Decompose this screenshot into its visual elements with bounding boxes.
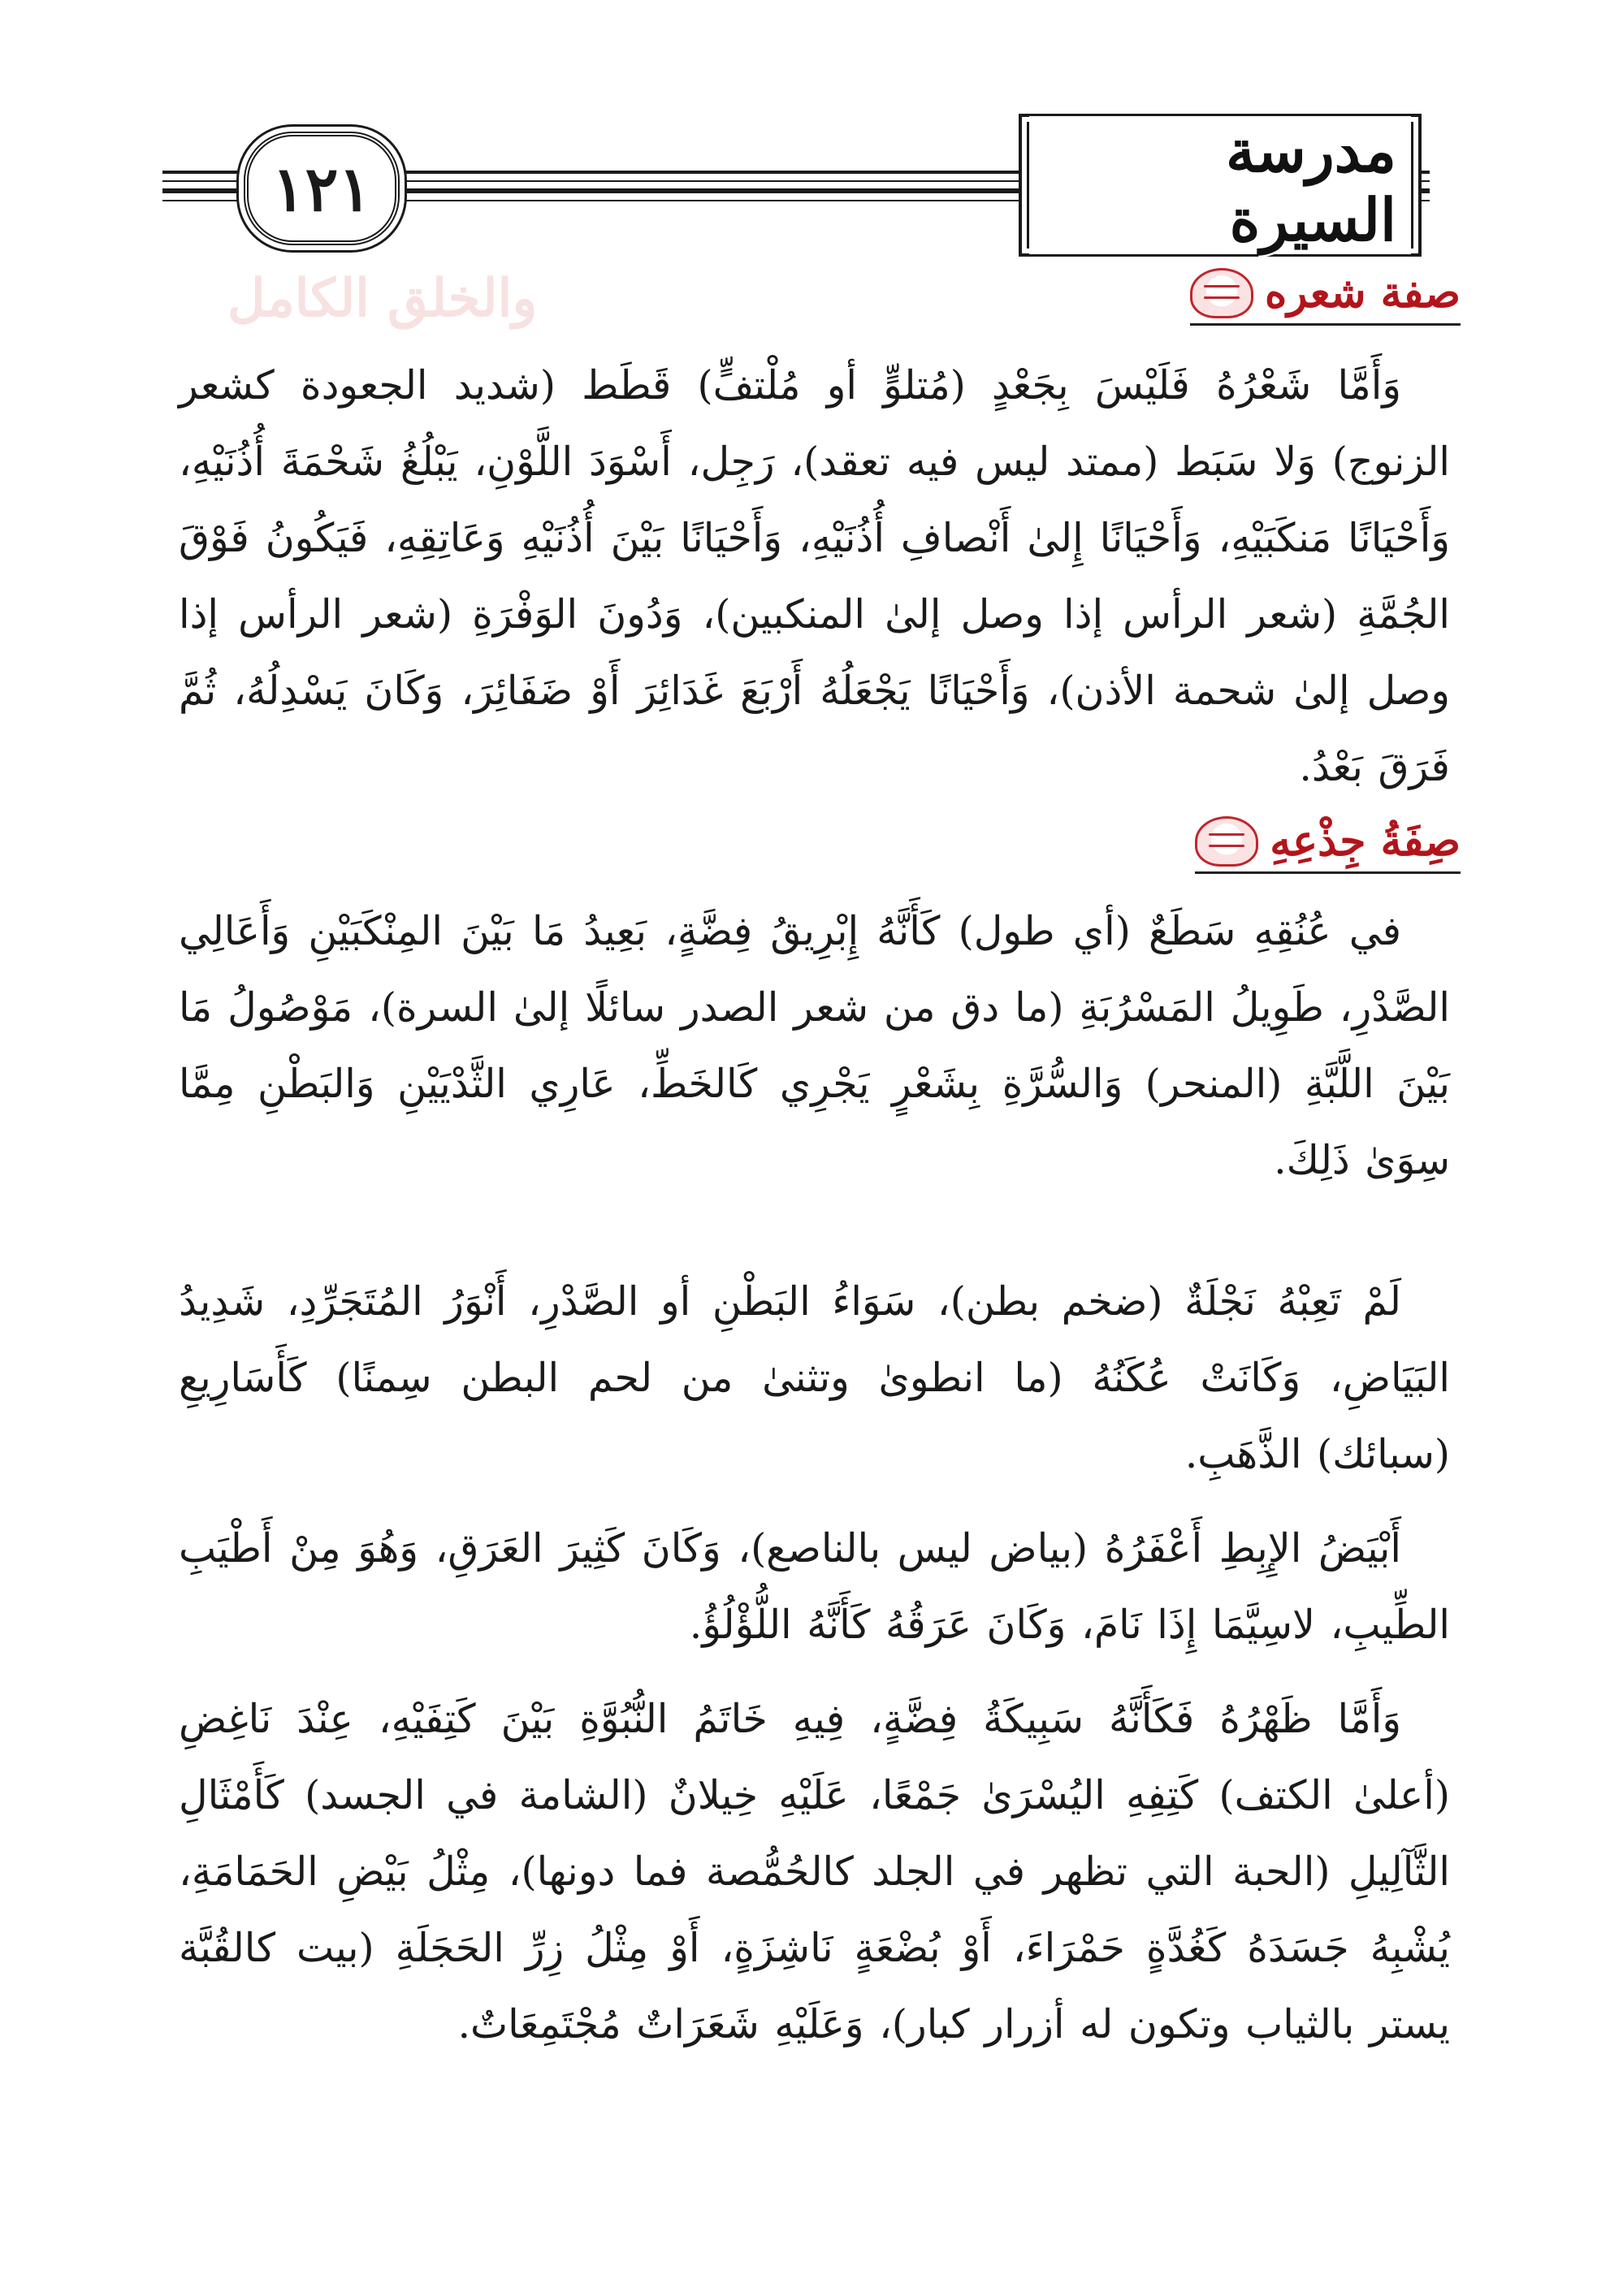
paragraph: أَبْيَضُ الإِبِطِ أَعْفَرُهُ (بياض ليس بالناصع)، وَكَانَ كَثِيرَ العَرَقِ، وَهُوَ مِنْ أَطْيَبِ الطِّيبِ، لاسِيَّمَا إِذَا نَامَ، وَكَانَ عَرَقُهُ كَأَنَّهُ اللُّؤْلُؤُ. xyxy=(179,1525,1450,1648)
page-number: ١٢١ xyxy=(244,132,400,245)
section-heading-hair xyxy=(1190,268,1461,326)
honorific-seal-icon xyxy=(1195,816,1258,867)
bleed-through-text: والخلق الكامل xyxy=(227,268,538,329)
page-header xyxy=(162,114,1430,260)
paragraph: وَأَمَّا شَعْرُهُ فَلَيْسَ بِجَعْدٍ (مُتلوٍّ أو مُلْتفٍّ) قَطَط (شديد الجعودة كشعر الزنوج) وَلا سَبَط (ممتد ليس فيه تعقد)، رَجِل، أَسْوَدَ اللَّوْنِ، يَبْلُغُ شَحْمَةَ أُذُنَيْهِ، وَأَحْيَانًا مَنكَبَيْهِ، وَأَحْيَانًا إِلىٰ أَنْصافِ أُذُنَيْهِ، وَأَحْيَانًا بَيْنَ أُذُنَيْهِ وَعَاتِقِهِ، فَيَكُونُ فَوْقَ الجُمَّةِ (شعر الرأس إذا وصل إلىٰ المنكبين)، وَدُونَ الوَفْرَةِ (شعر الرأس إذا وصل إلىٰ شحمة الأذن)، وَأَحْيَانًا يَجْعَلُهُ أَرْبَعَ غَدَائِرَ أَوْ ضَفَائِرَ، وَكَانَ يَسْدِلُهُ، ثُمَّ فَرَقَ بَعْدُ. xyxy=(179,362,1450,790)
running-title: مدرسة السيرة xyxy=(1029,116,1411,254)
running-title-box xyxy=(1027,116,1413,254)
section-heading-text: صِفَةُ جِذْعِهِ xyxy=(1270,816,1461,866)
section-heading-torso xyxy=(1195,816,1461,874)
honorific-seal-icon xyxy=(1190,268,1253,318)
paragraph: وَأَمَّا ظَهْرُهُ فَكَأَنَّهُ سَبِيكَةُ فِضَّةٍ، فِيهِ خَاتَمُ النُّبُوَّةِ بَيْنَ كَتِفَيْهِ، عِنْدَ نَاغِضِ (أعلىٰ الكتف) كَتِفِهِ اليُسْرَىٰ جَمْعًا، عَلَيْهِ خِيلانٌ (الشامة في الجسد) كَأَمْثَالِ الثَّآلِيلِ (الحبة التي تظهر في الجلد كالحُمُّصة فما دونها)، مِثْلُ بَيْضِ الحَمَامَةِ، يُشْبِهُ جَسَدَهُ كَغُدَّةٍ حَمْرَاءَ، أَوْ بُضْعَةٍ نَاشِزَةٍ، أَوْ مِثْلُ زِرِّ الحَجَلَةِ (بيت كالقُبَّة يستر بالثياب وتكون له أزرار كبار)، وَعَلَيْهِ شَعَرَاتٌ مُجْتَمِعَاتٌ. xyxy=(179,1696,1450,2047)
section-heading-text: صفة شعره xyxy=(1264,268,1461,318)
paragraph: في عُنُقِهِ سَطَعٌ (أي طول) كَأَنَّهُ إِبْرِيقُ فِضَّةٍ، بَعِيدُ مَا بَيْنَ المِنْكَبَيْنِ وَأَعَالِي الصَّدْرِ، طَوِيلُ المَسْرُبَةِ (ما دق من شعر الصدر سائلًا إلىٰ السرة)، مَوْصُولُ مَا بَيْنَ اللَّبَّةِ (المنحر) وَالسُّرَّةِ بِشَعْرٍ يَجْرِي كَالخَطِّ، عَارِي الثَّدْيَيْنِ وَالبَطْنِ مِمَّا سِوَىٰ ذَلِكَ. xyxy=(179,908,1450,1183)
paragraph: لَمْ تَعِبْهُ نَجْلَةٌ (ضخم بطن)، سَوَاءُ البَطْنِ أو الصَّدْرِ، أَنْوَرُ المُتَجَرِّدِ، شَدِيدُ البَيَاضِ، وَكَانَتْ عُكَنُهُ (ما انطوىٰ وتثنىٰ من لحم البطن سِمنًا) كَأَسَارِيعِ (سبائك) الذَّهَبِ. xyxy=(179,1278,1450,1477)
